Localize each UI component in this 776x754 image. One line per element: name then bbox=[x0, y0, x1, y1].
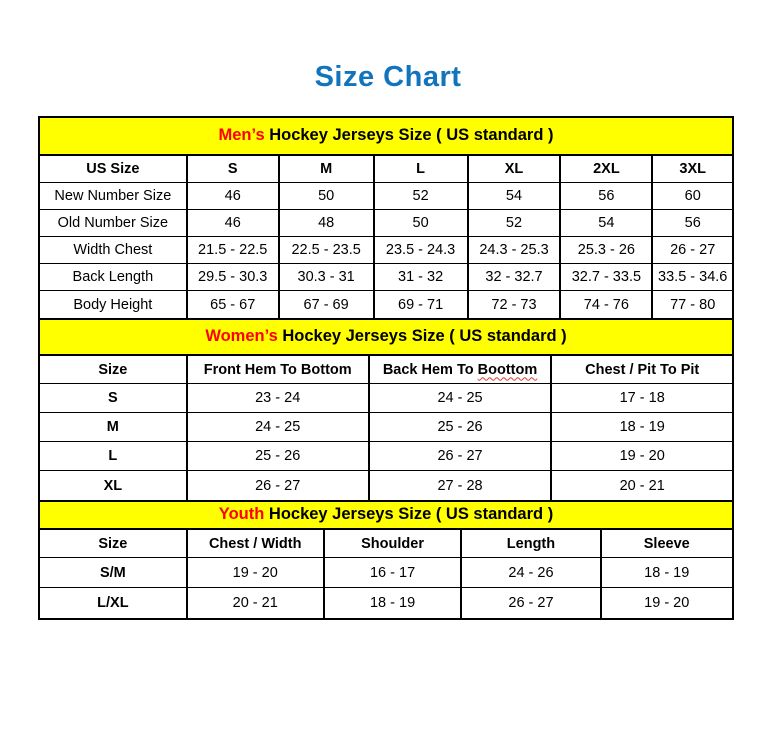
data-cell: 27 - 28 bbox=[369, 471, 552, 500]
table-row bbox=[40, 384, 732, 413]
header-cell: Size bbox=[40, 356, 187, 384]
data-cell: 18 - 19 bbox=[601, 558, 733, 588]
table-row bbox=[40, 183, 732, 210]
table-row bbox=[40, 471, 732, 500]
data-cell: 46 bbox=[187, 183, 279, 210]
data-cell: 65 - 67 bbox=[187, 291, 279, 318]
table-row bbox=[40, 264, 732, 291]
womens-band-label: Hockey Jerseys Size ( US standard ) bbox=[277, 327, 567, 346]
data-cell: 20 - 21 bbox=[187, 588, 324, 618]
data-cell: 77 - 80 bbox=[652, 291, 732, 318]
mens-header-row bbox=[40, 156, 732, 183]
data-cell: 52 bbox=[374, 183, 468, 210]
data-cell: 30.3 - 31 bbox=[279, 264, 374, 291]
table-row bbox=[40, 558, 732, 588]
data-cell: 26 - 27 bbox=[187, 471, 369, 500]
data-cell: 54 bbox=[468, 183, 561, 210]
header-cell bbox=[369, 356, 552, 384]
womens-band-highlight: Women’s bbox=[205, 327, 278, 346]
misspelled-word: Boottom bbox=[477, 361, 538, 378]
header-cell: Chest / Width bbox=[187, 530, 324, 558]
data-cell: 67 - 69 bbox=[279, 291, 374, 318]
data-cell: 24 - 25 bbox=[187, 413, 369, 442]
size-chart-container bbox=[38, 116, 734, 620]
data-cell: 25 - 26 bbox=[187, 442, 369, 471]
data-cell: 60 bbox=[652, 183, 732, 210]
table-row bbox=[40, 210, 732, 237]
mens-section-band bbox=[40, 118, 732, 156]
header-cell: Sleeve bbox=[601, 530, 733, 558]
data-cell: 26 - 27 bbox=[369, 442, 552, 471]
data-cell: 32.7 - 33.5 bbox=[560, 264, 652, 291]
data-cell: 48 bbox=[279, 210, 374, 237]
header-cell: M bbox=[279, 156, 374, 183]
data-cell: 22.5 - 23.5 bbox=[279, 237, 374, 264]
table-row bbox=[40, 588, 732, 618]
data-cell: 33.5 - 34.6 bbox=[652, 264, 732, 291]
row-label: M bbox=[40, 413, 187, 442]
data-cell: 26 - 27 bbox=[461, 588, 600, 618]
mens-band-label: Hockey Jerseys Size ( US standard ) bbox=[264, 126, 554, 145]
data-cell: 18 - 19 bbox=[324, 588, 462, 618]
header-cell: Front Hem To Bottom bbox=[187, 356, 369, 384]
data-cell: 54 bbox=[560, 210, 652, 237]
data-cell: 23.5 - 24.3 bbox=[374, 237, 468, 264]
data-cell: 17 - 18 bbox=[551, 384, 732, 413]
data-cell: 32 - 32.7 bbox=[468, 264, 561, 291]
data-cell: 24 - 26 bbox=[461, 558, 600, 588]
data-cell: 21.5 - 22.5 bbox=[187, 237, 279, 264]
data-cell: 19 - 20 bbox=[601, 588, 733, 618]
header-cell: Shoulder bbox=[324, 530, 462, 558]
youth-band-highlight: Youth bbox=[218, 505, 265, 524]
header-cell: L bbox=[374, 156, 468, 183]
header-cell: US Size bbox=[40, 156, 187, 183]
data-cell: 26 - 27 bbox=[652, 237, 732, 264]
row-label: L/XL bbox=[40, 588, 187, 618]
mens-band-highlight: Men’s bbox=[218, 126, 265, 145]
data-cell: 23 - 24 bbox=[187, 384, 369, 413]
row-label: Old Number Size bbox=[40, 210, 187, 237]
row-label: Body Height bbox=[40, 291, 187, 318]
row-label: New Number Size bbox=[40, 183, 187, 210]
data-cell: 31 - 32 bbox=[374, 264, 468, 291]
data-cell: 29.5 - 30.3 bbox=[187, 264, 279, 291]
data-cell: 69 - 71 bbox=[374, 291, 468, 318]
data-cell: 16 - 17 bbox=[324, 558, 462, 588]
row-label: Back Length bbox=[40, 264, 187, 291]
header-cell: Size bbox=[40, 530, 187, 558]
data-cell: 56 bbox=[652, 210, 732, 237]
header-cell: S bbox=[187, 156, 279, 183]
header-cell: Chest / Pit To Pit bbox=[551, 356, 732, 384]
row-label: S bbox=[40, 384, 187, 413]
row-label: Width Chest bbox=[40, 237, 187, 264]
page-title: Size Chart bbox=[314, 61, 462, 93]
data-cell: 18 - 19 bbox=[551, 413, 732, 442]
table-row bbox=[40, 413, 732, 442]
data-cell: 74 - 76 bbox=[560, 291, 652, 318]
data-cell: 56 bbox=[560, 183, 652, 210]
header-cell: Length bbox=[461, 530, 600, 558]
youth-size-table bbox=[40, 530, 732, 618]
womens-header-row bbox=[40, 356, 732, 384]
table-row bbox=[40, 291, 732, 318]
data-cell: 24.3 - 25.3 bbox=[468, 237, 561, 264]
womens-section-band bbox=[40, 318, 732, 356]
data-cell: 24 - 25 bbox=[369, 384, 552, 413]
youth-header-row bbox=[40, 530, 732, 558]
row-label: L bbox=[40, 442, 187, 471]
table-row bbox=[40, 442, 732, 471]
youth-section-band bbox=[40, 500, 732, 530]
data-cell: 20 - 21 bbox=[551, 471, 732, 500]
header-text: Back Hem To bbox=[382, 361, 478, 378]
row-label: XL bbox=[40, 471, 187, 500]
data-cell: 50 bbox=[374, 210, 468, 237]
header-cell: 3XL bbox=[652, 156, 732, 183]
data-cell: 25.3 - 26 bbox=[560, 237, 652, 264]
mens-size-table bbox=[40, 156, 732, 318]
data-cell: 19 - 20 bbox=[187, 558, 324, 588]
table-row bbox=[40, 237, 732, 264]
row-label: S/M bbox=[40, 558, 187, 588]
data-cell: 52 bbox=[468, 210, 561, 237]
data-cell: 72 - 73 bbox=[468, 291, 561, 318]
data-cell: 19 - 20 bbox=[551, 442, 732, 471]
header-cell: XL bbox=[468, 156, 561, 183]
youth-band-label: Hockey Jerseys Size ( US standard ) bbox=[264, 505, 554, 524]
header-cell: 2XL bbox=[560, 156, 652, 183]
data-cell: 50 bbox=[279, 183, 374, 210]
data-cell: 46 bbox=[187, 210, 279, 237]
data-cell: 25 - 26 bbox=[369, 413, 552, 442]
womens-size-table bbox=[40, 356, 732, 500]
